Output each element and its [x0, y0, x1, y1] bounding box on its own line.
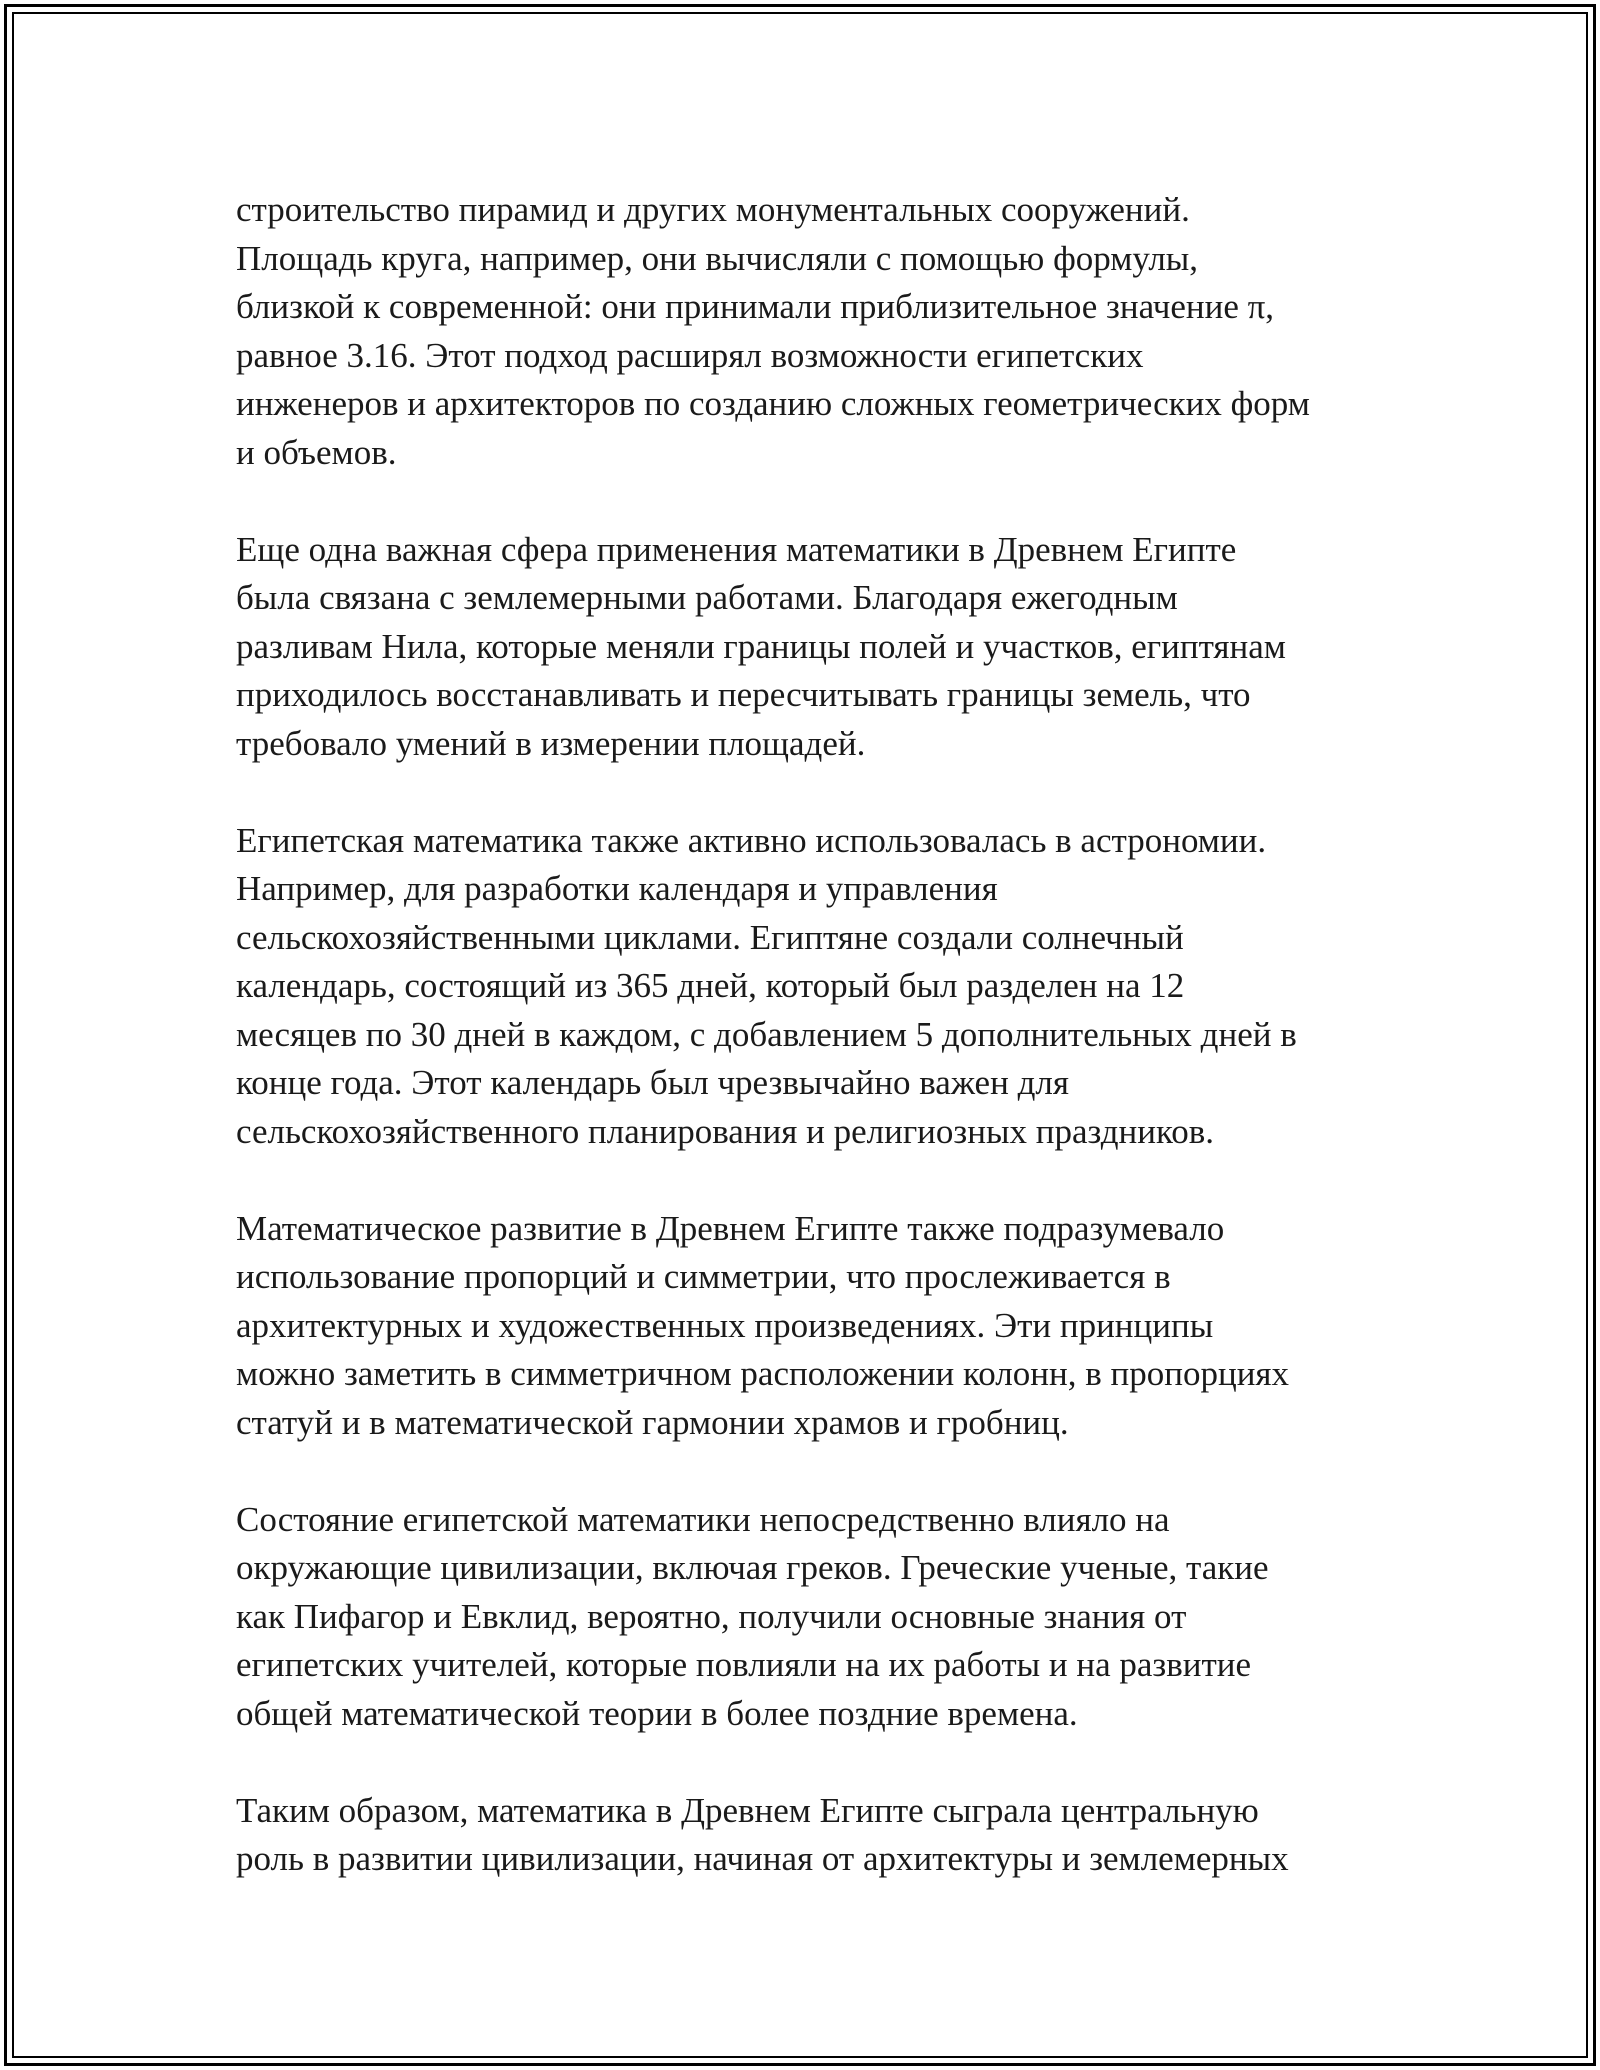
text-line: разливам Нила, которые меняли границы полей и участков, египтянам: [236, 626, 1286, 666]
text-line: сельскохозяйственными циклами. Египтяне создали солнечный: [236, 917, 1184, 957]
text-line: Состояние египетской математики непосредственно влияло на: [236, 1499, 1170, 1539]
text-line: близкой к современной: они принимали приблизительное значение π,: [236, 287, 1275, 326]
text-line: архитектурных и художественных произведениях. Эти принципы: [236, 1305, 1214, 1345]
text-line: равное 3.16. Этот подход расширял возможности египетских: [236, 335, 1144, 375]
text-line: роль в развитии цивилизации, начиная от архитектуры и землемерных: [236, 1839, 1289, 1878]
text-line: требовало умений в измерении площадей.: [236, 723, 866, 763]
text-line: использование пропорций и симметрии, что прослеживается в: [236, 1257, 1171, 1296]
text-line: Еще одна важная сфера применения математики в Древнем Египте: [236, 529, 1237, 569]
text-line: Математическое развитие в Древнем Египте также подразумевало: [236, 1208, 1225, 1248]
text-line: была связана с землемерными работами. Благодаря ежегодным: [236, 578, 1178, 617]
text-line: окружающие цивилизации, включая греков. Греческие ученые, такие: [236, 1548, 1269, 1587]
text-line: Например, для разработки календаря и управления: [236, 869, 998, 908]
text-line: статуй и в математической гармонии храмов и гробниц.: [236, 1402, 1069, 1442]
text-line: Таким образом, математика в Древнем Египте сыграла центральную: [236, 1790, 1259, 1830]
text-line: инженеров и архитекторов по созданию сложных геометрических форм: [236, 384, 1310, 423]
text-line: месяцев по 30 дней в каждом, с добавлением 5 дополнительных дней в: [236, 1014, 1297, 1054]
paragraph-influence: [236, 1496, 1396, 1739]
text-line: конце года. Этот календарь был чрезвычайно важен для: [236, 1063, 1069, 1102]
text-line: приходилось восстанавливать и пересчитывать границы земель, что: [236, 675, 1251, 714]
text-line: можно заметить в симметричном расположении колонн, в пропорциях: [236, 1354, 1290, 1393]
paragraph-land-surveying: [236, 526, 1396, 769]
text-line: египетских учителей, которые повлияли на их работы и на развитие: [236, 1645, 1252, 1684]
text-line: сельскохозяйственного планирования и религиозных праздников.: [236, 1111, 1214, 1151]
text-line: и объемов.: [236, 432, 397, 472]
paragraph-pyramids: [236, 186, 1396, 477]
text-line: Площадь круга, например, они вычисляли с помощью формулы,: [236, 238, 1199, 278]
document-body: [236, 186, 1396, 1932]
text-line: строительство пирамид и других монументальных сооружений.: [236, 190, 1190, 229]
text-line: как Пифагор и Евклид, вероятно, получили основные знания от: [236, 1596, 1187, 1636]
paragraph-proportions: [236, 1205, 1396, 1448]
paragraph-astronomy: [236, 817, 1396, 1157]
paragraph-conclusion: [236, 1787, 1396, 1884]
text-line: общей математической теории в более поздние времена.: [236, 1693, 1078, 1733]
text-line: календарь, состоящий из 365 дней, который был разделен на 12: [236, 966, 1185, 1005]
text-line: Египетская математика также активно использовалась в астрономии.: [236, 820, 1267, 860]
